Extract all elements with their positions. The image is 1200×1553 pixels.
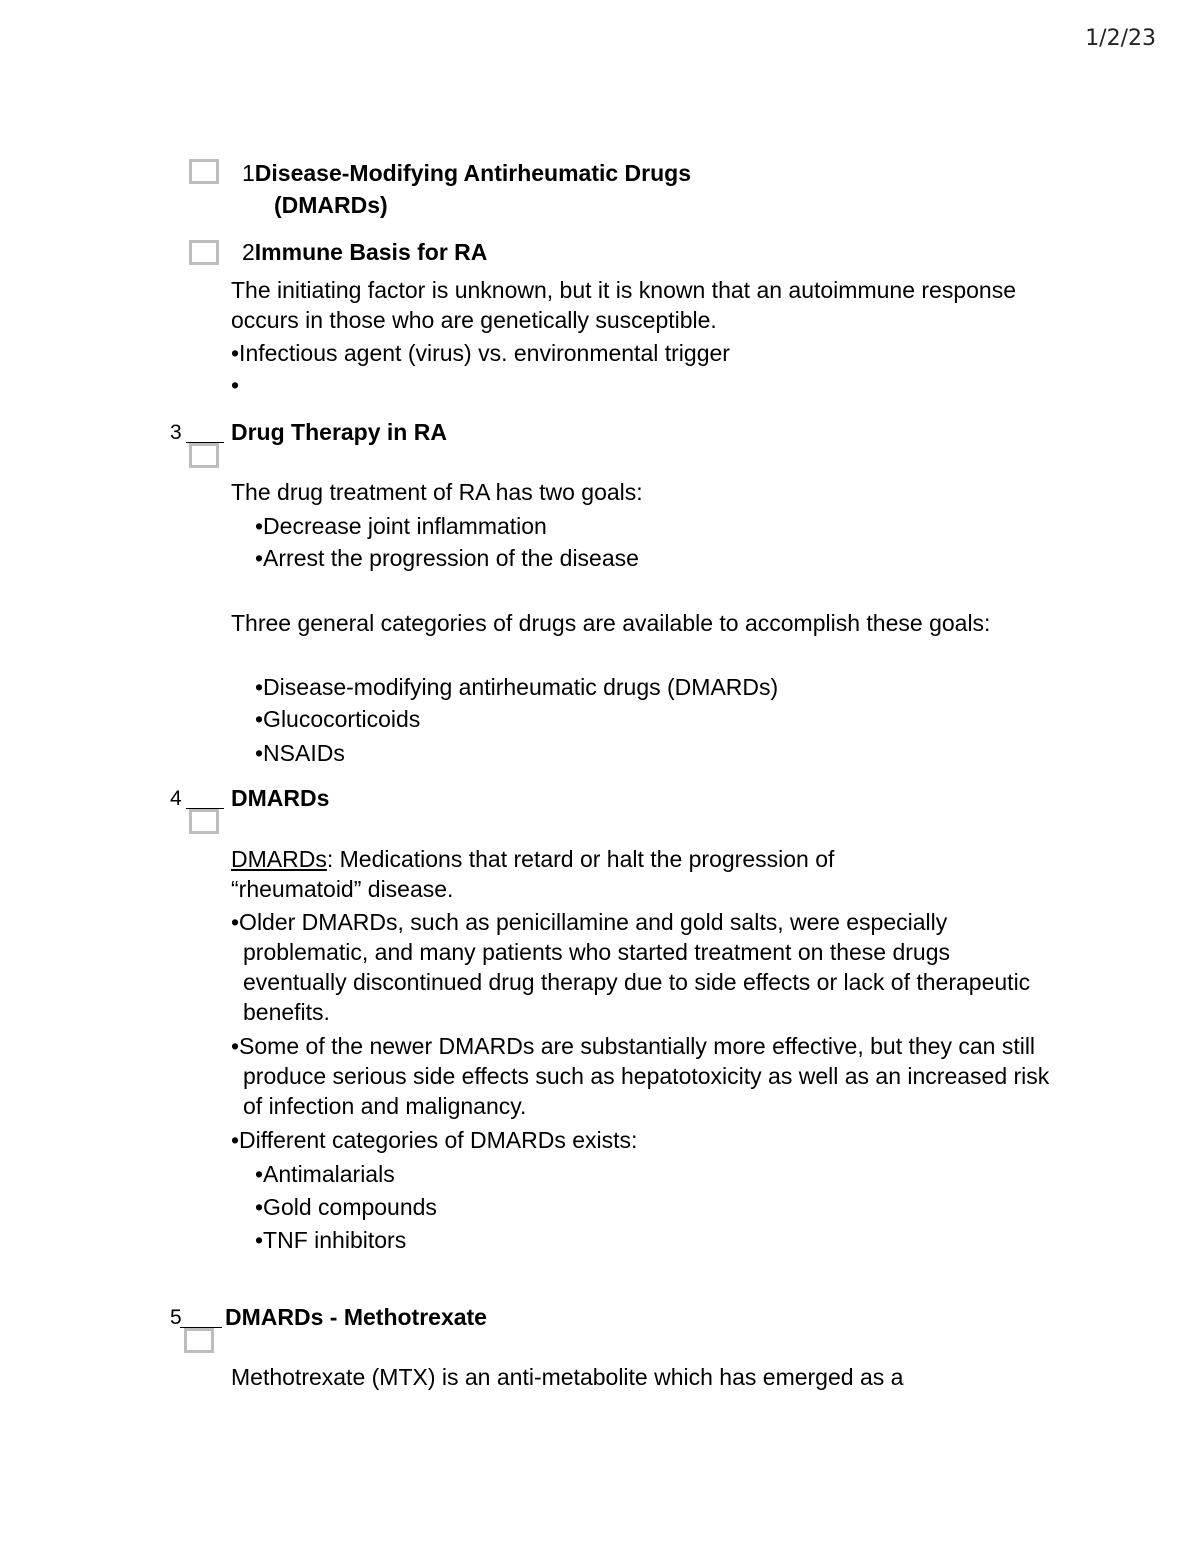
slide-3-goal-2: •Arrest the progression of the disease <box>255 545 639 571</box>
slide-4-checkbox[interactable] <box>189 809 219 834</box>
slide-2-bullet-2: • <box>231 372 240 398</box>
slide-1-checkbox[interactable] <box>189 159 219 184</box>
slide-1-title-line1: Disease-Modifying Antirheumatic Drugs <box>254 160 692 186</box>
slide-2-checkbox[interactable] <box>189 240 219 265</box>
slide-5-title: DMARDs - Methotrexate <box>225 1304 487 1330</box>
slide-3-number: 3 <box>170 421 182 444</box>
slide-2-number: 2 <box>242 239 255 265</box>
slide-3-category-2: •Glucocorticoids <box>255 706 421 732</box>
slide-3-category-3: •NSAIDs <box>255 740 345 766</box>
slide-2-bullet-1: •Infectious agent (virus) vs. environmental trigger <box>231 340 730 366</box>
page-date: 1/2/23 <box>1085 26 1156 51</box>
slide-4-bullet-1: •Older DMARDs, such as penicillamine and gold salts, were especially problematic, and many patients who started treatment on these drugs eventually discontinued drug therapy due to side effects or lack of therapeutic benefits. <box>231 909 1031 1025</box>
slide-3-categories-intro: Three general categories of drugs are available to accomplish these goals: <box>231 610 991 636</box>
slide-5-checkbox[interactable] <box>184 1328 214 1353</box>
slide-3-checkbox[interactable] <box>189 443 219 468</box>
slide-4-bullet-3: •Different categories of DMARDs exists: <box>231 1127 638 1153</box>
slide-1-title <box>242 157 691 189</box>
slide-5-number: 5 <box>170 1306 182 1329</box>
slide-4-sub-2: •Gold compounds <box>255 1194 437 1220</box>
slide-2-title: Immune Basis for RA <box>254 239 488 265</box>
slide-4-definition <box>231 844 931 904</box>
slide-1-number: 1 <box>242 160 255 186</box>
slide-4-bullet-2: •Some of the newer DMARDs are substantially more effective, but they can still produce serious side effects such as hepatotoxicity as well as an increased risk of infection and malignancy. <box>231 1033 1050 1119</box>
slide-3-title: Drug Therapy in RA <box>231 419 447 445</box>
slide-4-sub-3: •TNF inhibitors <box>255 1227 407 1253</box>
slide-4-sub-1: •Antimalarials <box>255 1161 395 1187</box>
slide-5-body: Methotrexate (MTX) is an anti-metabolite which has emerged as a <box>231 1364 904 1390</box>
slide-3-goal-1: •Decrease joint inflammation <box>255 513 547 539</box>
slide-3-intro: The drug treatment of RA has two goals: <box>231 479 643 505</box>
slide-4-definition-text: : Medications that retard or halt the progression of “rheumatoid” disease. <box>231 846 835 902</box>
slide-4-number: 4 <box>170 787 182 810</box>
slide-2-title-row <box>242 236 487 268</box>
slide-4-definition-term: DMARDs <box>231 846 327 872</box>
slide-4-title: DMARDs <box>231 785 330 811</box>
slide-3-category-1: •Disease-modifying antirheumatic drugs (DMARDs) <box>255 674 779 700</box>
slide-1-title-line2: (DMARDs) <box>274 192 388 218</box>
slide-2-body: The initiating factor is unknown, but it is known that an autoimmune response occurs in those who are genetically susceptible. <box>231 277 1016 333</box>
